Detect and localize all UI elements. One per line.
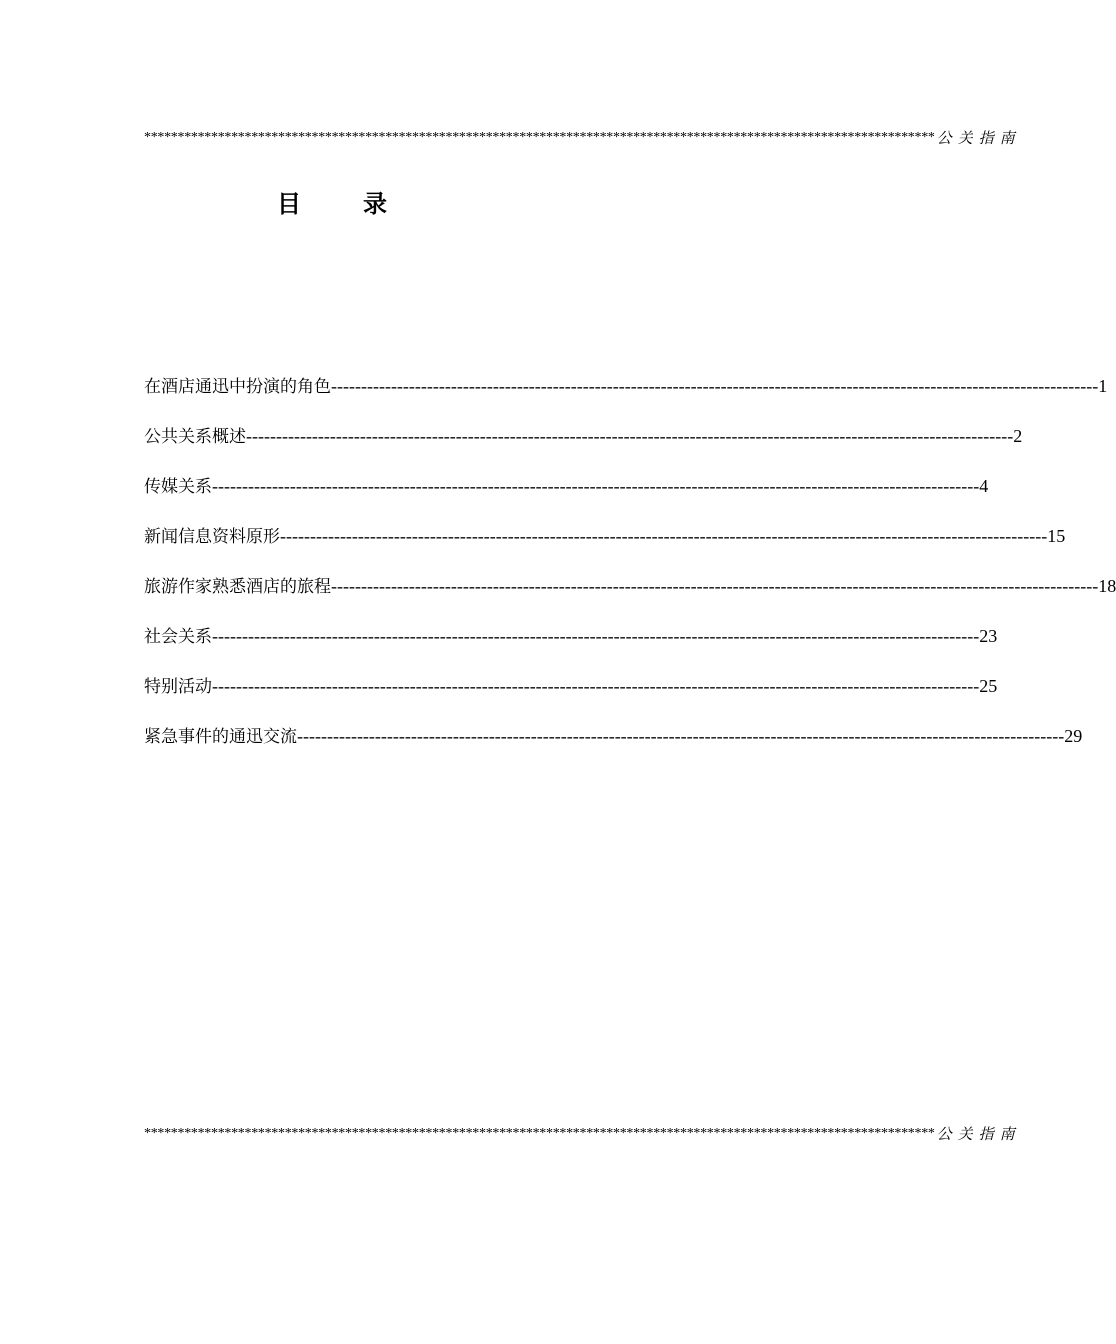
- toc-entry-label: 新闻信息资料原形: [144, 527, 280, 547]
- toc-entry-leader: --------------------------------------------------------------------------------------------------------------------------------: [212, 626, 980, 646]
- toc-entry-page: 2: [1013, 426, 1023, 446]
- toc-entry-label: 传媒关系: [144, 477, 212, 497]
- toc-entry-leader: --------------------------------------------------------------------------------------------------------------------------------: [331, 576, 1099, 596]
- toc-entry-label: 特别活动: [144, 677, 212, 697]
- toc-entry[interactable]: [144, 624, 998, 674]
- page-title: 目录: [277, 190, 449, 218]
- toc-entry-label: 旅游作家熟悉酒店的旅程: [144, 577, 331, 597]
- footer-rule: [144, 1123, 1021, 1145]
- toc-entry-label: 公共关系概述: [144, 427, 246, 447]
- toc-entry[interactable]: [144, 374, 1108, 424]
- toc-entry-label: 紧急事件的通迅交流: [144, 727, 297, 747]
- toc-entry-leader: --------------------------------------------------------------------------------------------------------------------------------: [297, 726, 1065, 746]
- toc-entry-leader: --------------------------------------------------------------------------------------------------------------------------------: [280, 526, 1048, 546]
- toc-entry-page: 29: [1064, 726, 1083, 746]
- toc-entry-page: 15: [1047, 526, 1066, 546]
- header-stars: **********************************************************************************************************************: [144, 130, 935, 145]
- toc-entry-page: 1: [1098, 376, 1108, 396]
- toc-entry-page: 23: [979, 626, 998, 646]
- toc-entry-leader: --------------------------------------------------------------------------------------------------------------------------------: [331, 376, 1099, 396]
- toc-entry[interactable]: [144, 524, 1066, 574]
- toc-entry-leader: --------------------------------------------------------------------------------------------------------------------------------: [212, 676, 980, 696]
- toc-entry[interactable]: [144, 474, 989, 524]
- toc-entry-leader: --------------------------------------------------------------------------------------------------------------------------------: [212, 476, 980, 496]
- toc-entry[interactable]: [144, 724, 1083, 774]
- toc-entry-page: 4: [979, 476, 989, 496]
- toc-entry-page: 18: [1098, 576, 1116, 596]
- header-rule: [144, 127, 1021, 149]
- toc-entry[interactable]: [144, 424, 1023, 474]
- header-label: 公关指南: [936, 129, 1021, 147]
- footer-stars: **********************************************************************************************************************: [144, 1126, 935, 1141]
- toc-entry[interactable]: [144, 674, 998, 724]
- table-of-contents: [144, 374, 1116, 774]
- toc-entry-page: 25: [979, 676, 998, 696]
- toc-entry-label: 社会关系: [144, 627, 212, 647]
- toc-entry-leader: --------------------------------------------------------------------------------------------------------------------------------: [246, 426, 1014, 446]
- footer-label: 公关指南: [936, 1125, 1021, 1143]
- toc-entry-label: 在酒店通迅中扮演的角色: [144, 377, 331, 397]
- toc-entry[interactable]: [144, 574, 1116, 624]
